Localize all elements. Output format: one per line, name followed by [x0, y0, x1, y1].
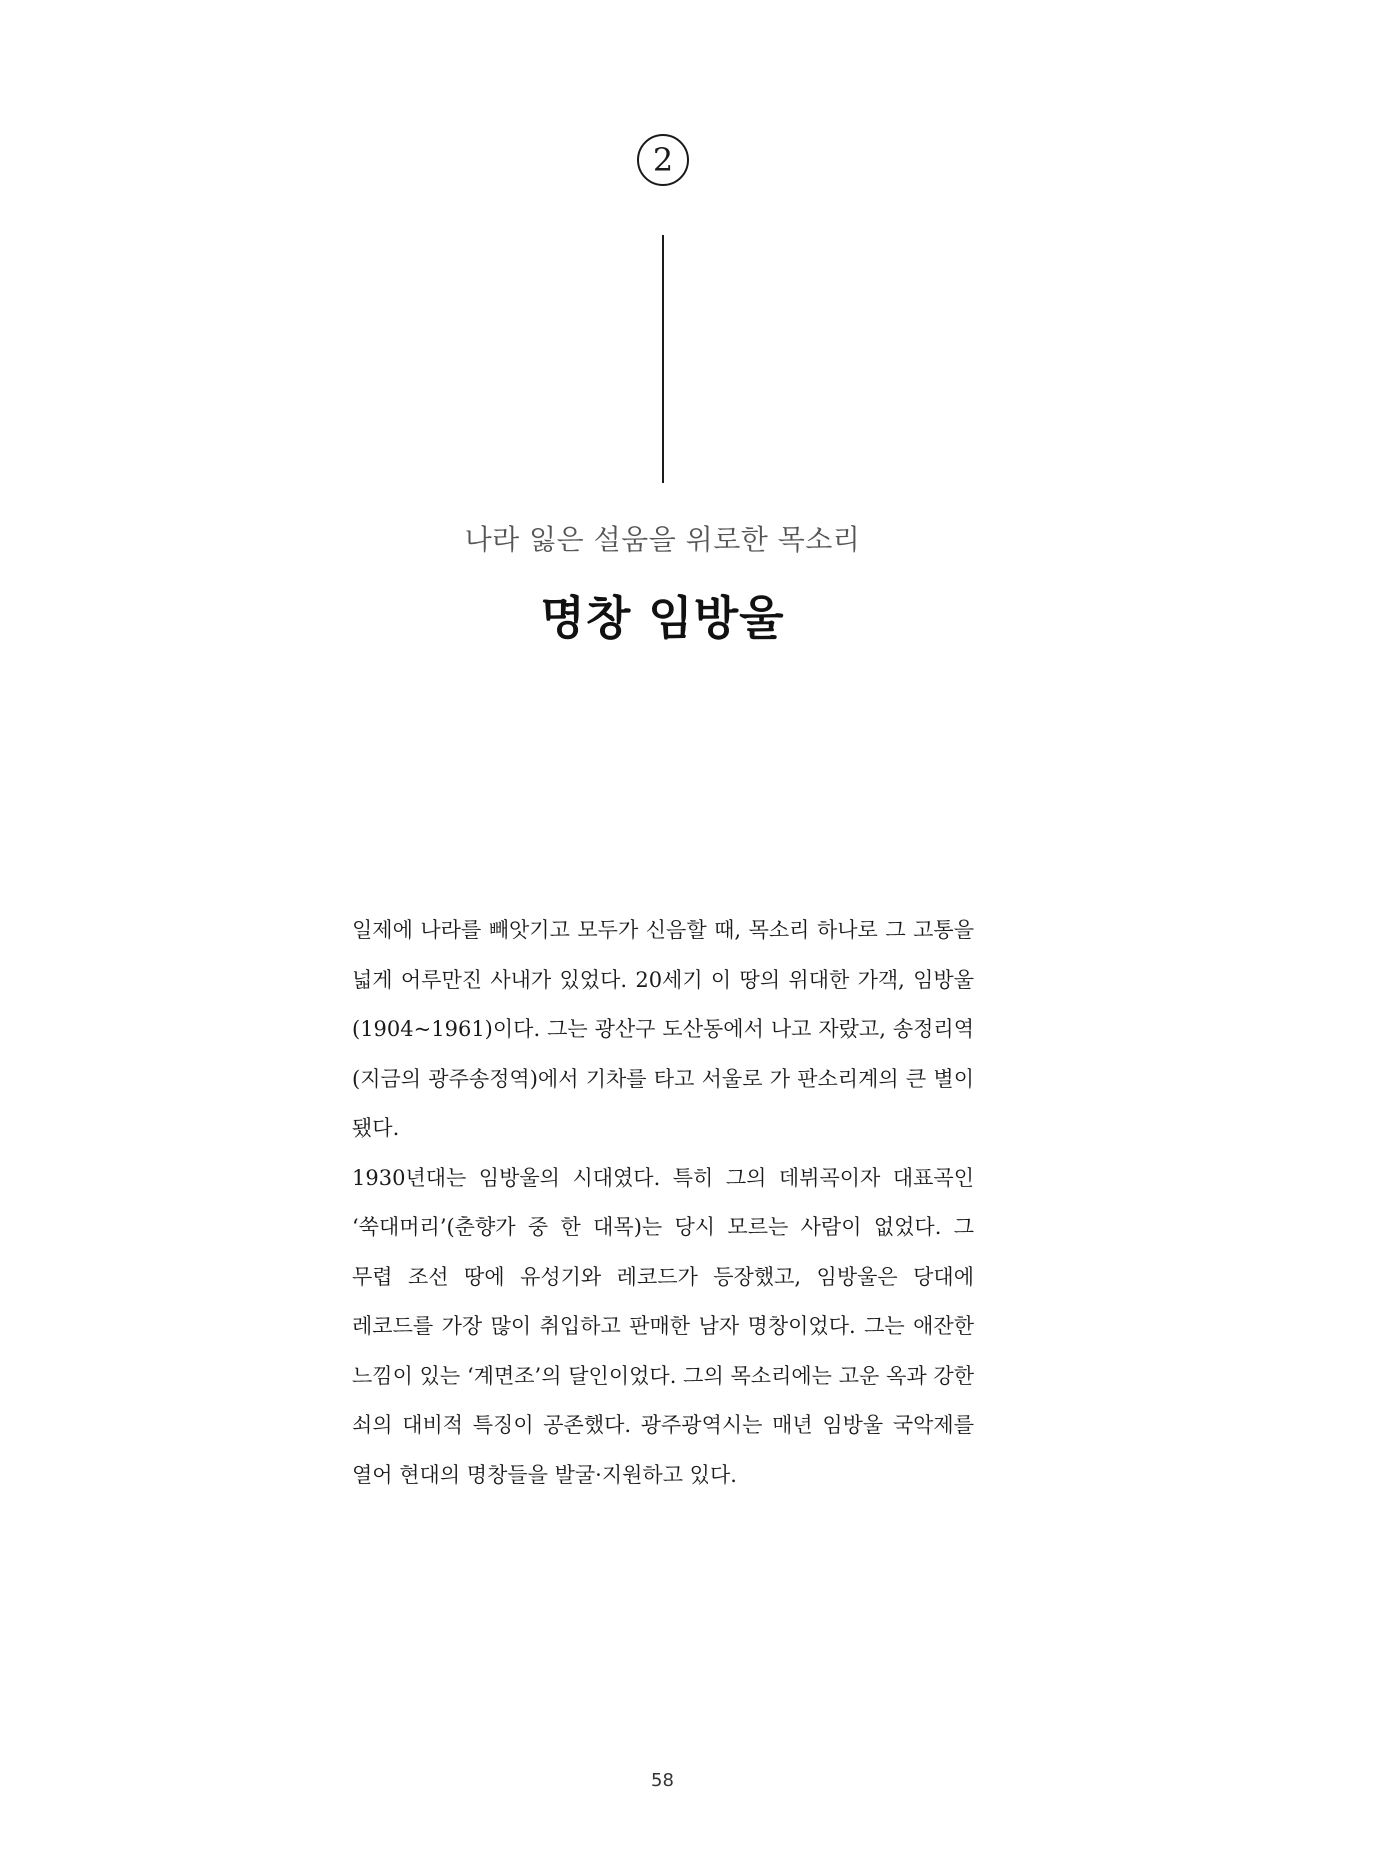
body-text [352, 906, 974, 1500]
page-number: 58 [651, 1770, 674, 1791]
chapter-subtitle: 나라 잃은 설움을 위로한 목소리 [464, 523, 861, 556]
body-paragraph: 일제에 나라를 빼앗기고 모두가 신음할 때, 목소리 하나로 그 고통을 넓게 어루만진 사내가 있었다. 20세기 이 땅의 위대한 가객, 임방울(1904~1961)이다. 그는 광산구 도산동에서 나고 자랐고, 송정리역(지금의 광주송정역)에서 기차를 타고 서울로 가 판소리계의 큰 별이 됐다. [352, 918, 974, 1140]
vertical-divider [662, 235, 664, 483]
chapter-title: 명창 임방울 [540, 591, 785, 645]
body-paragraph: 1930년대는 임방울의 시대였다. 특히 그의 데뷔곡이자 대표곡인 ‘쑥대머리’(춘향가 중 한 대목)는 당시 모르는 사람이 없었다. 그 무렵 조선 땅에 유성기와 레코드가 등장했고, 임방울은 당대에 레코드를 가장 많이 취입하고 판매한 남자 명창이었다. 그는 애잔한 느낌이 있는 ‘계면조’의 달인이었다. 그의 목소리에는 고운 옥과 강한 쇠의 대비적 특징이 공존했다. 광주광역시는 매년 임방울 국악제를 열어 현대의 명창들을 발굴·지원하고 있다. [352, 1165, 974, 1487]
chapter-number-badge [637, 134, 689, 186]
chapter-number: 2 [652, 141, 674, 179]
